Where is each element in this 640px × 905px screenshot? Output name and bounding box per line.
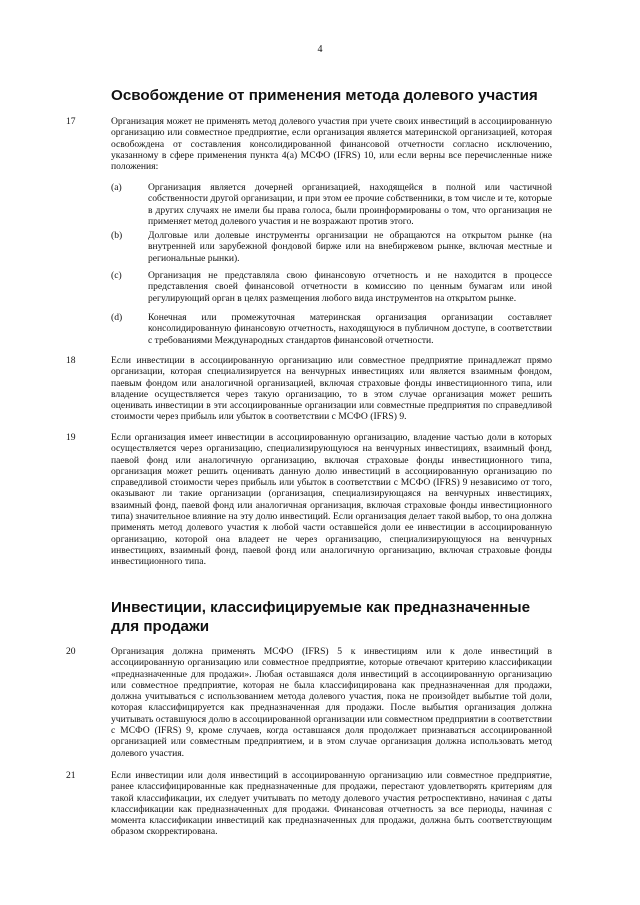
paragraph-number: 19 [66, 432, 76, 443]
paragraph-number: 21 [66, 770, 76, 781]
list-item-text: Долговые или долевые инструменты организации не обращаются на открытом рынке (на внутренней или зарубежной фондовой бирже или на внебиржевом рынке, включая местные и региональные рынки). [148, 230, 552, 264]
page-number: 4 [317, 44, 323, 55]
paragraph-17 [66, 116, 552, 172]
paragraph-text: Организация может не применять метод долевого участия при учете своих инвестиций в ассоциированную организацию или совместное предприятие, если организация является материнской организацией, которая освобождена от составления консолидированной финансовой отчетности согласно исключению, указанному в сфере применения пункта 4(а) МСФО (IFRS) 10, или если верны все перечисленные ниже положения: [111, 116, 552, 173]
list-item-d [111, 312, 552, 346]
list-item-text: Конечная или промежуточная материнская организация организации составляет консолидированную финансовую отчетность, находящуюся в публичном доступе, в соответствии с требованиями Международных стандартов финансовой отчетности. [148, 312, 552, 346]
paragraph-20 [66, 646, 552, 759]
paragraph-text: Если организация имеет инвестиции в ассоциированную организацию, владение частью доли в которых осуществляется через организацию, специализирующуюся на венчурных инвестициях, взаимный фонд, паевой фонд или аналогичную организацию, включая страховые фонды инвестиционного типа, организация может решить оценивать данную долю инвестиций в ассоциированную организацию по справедливой стоимости через прибыль или убыток в соответствии с МСФО (IFRS) 9 независимо от того, оказывают ли такие организации (организация, специализирующаяся на венчурных инвестициях, взаимный фонд, паевой фонд или аналогичная организация, включая страховые фонды инвестиционного типа) значительное влияние на эту долю инвестиций. Если организация делает такой выбор, то она должна применять метод долевого участия к любой части оставшейся доли ее инвестиции в ассоциированную организацию, которой она владеет не через организацию, специализирующуюся на венчурных инвестициях, взаимный фонд, паевой фонд или аналогичную организацию, включая страховые фонды инвестиционного типа. [111, 432, 552, 568]
paragraph-text: Организация должна применять МСФО (IFRS) 5 к инвестициям или к доле инвестиций в ассоциированную организацию или совместное предприятие, которые отвечают критерию классификации «предназначенные для продажи». Любая оставшаяся доля инвестиций в ассоциированную организацию или совместное предприятие, которая не была классифицирована как предназначенная для продажи, должна учитываться с использованием метода долевого участия, пока не произойдет выбытие той доли, которая классифицируется как предназначенная для продажи. После выбытия организация должна учитывать оставшуюся долю в ассоциированной организации или совместном предприятии в соответствии с МСФО (IFRS) 9, кроме случаев, когда оставшаяся доля продолжает признаваться ассоциированной организацией или совместным предприятием, и в этом случае организация должна использовать метод долевого участия. [111, 646, 552, 759]
list-item-a [111, 182, 552, 227]
section-heading-equity-exemption: Освобождение от применения метода долевого участия [111, 87, 538, 104]
paragraph-text: Если инвестиции или доля инвестиций в ассоциированную организацию или совместное предприятие, ранее классифицированные как предназначенные для продажи, перестают удовлетворять критериям для такой классификации, их следует учитывать по методу долевого участия ретроспективно, начиная с даты классификации как предназначенных для продажи. Финансовая отчетность за все периоды, начиная с момента классификации инвестиций как предназначенных для продажи, должна быть соответствующим образом скорректирована. [111, 770, 552, 838]
paragraph-21 [66, 770, 552, 838]
paragraph-18 [66, 355, 552, 423]
list-item-label: (a) [111, 182, 122, 193]
section-heading-held-for-sale: Инвестиции, классифицируемые как предназначенные для продажи [111, 599, 531, 635]
list-item-label: (c) [111, 270, 122, 281]
paragraph-19 [66, 432, 552, 568]
paragraph-text: Если инвестиции в ассоциированную организацию или совместное предприятие принадлежат прямо организации, которая специализируется на венчурных инвестициях или является взаимным фондом, паевым фондом или аналогичной организацией, включая страховые фонды инвестиционного типа, или владение осуществляется через такую организацию, то в этом случае организация может решить оценивать инвестиции в эти ассоциированные организации или совместные предприятия по справедливой стоимости через прибыль или убыток в соответствии с МСФО (IFRS) 9. [111, 355, 552, 423]
list-item-b [111, 230, 552, 264]
list-item-c [111, 270, 552, 304]
list-item-label: (b) [111, 230, 123, 241]
list-item-label: (d) [111, 312, 123, 323]
paragraph-number: 18 [66, 355, 76, 366]
list-item-text: Организация является дочерней организацией, находящейся в полной или частичной собственности другой организации, и при этом ее прочие собственники, в том числе и те, которые в других случаях не имели бы права голоса, были проинформированы о том, что организация не применяет метод долевого участия и не возражают против этого. [148, 182, 552, 227]
list-item-text: Организация не представляла свою финансовую отчетность и не находится в процессе представления своей финансовой отчетности в комиссию по ценным бумагам или иной регулирующий орган в целях размещения любого вида инструментов на открытом рынке. [148, 270, 552, 304]
paragraph-number: 17 [66, 116, 76, 127]
paragraph-number: 20 [66, 646, 76, 657]
